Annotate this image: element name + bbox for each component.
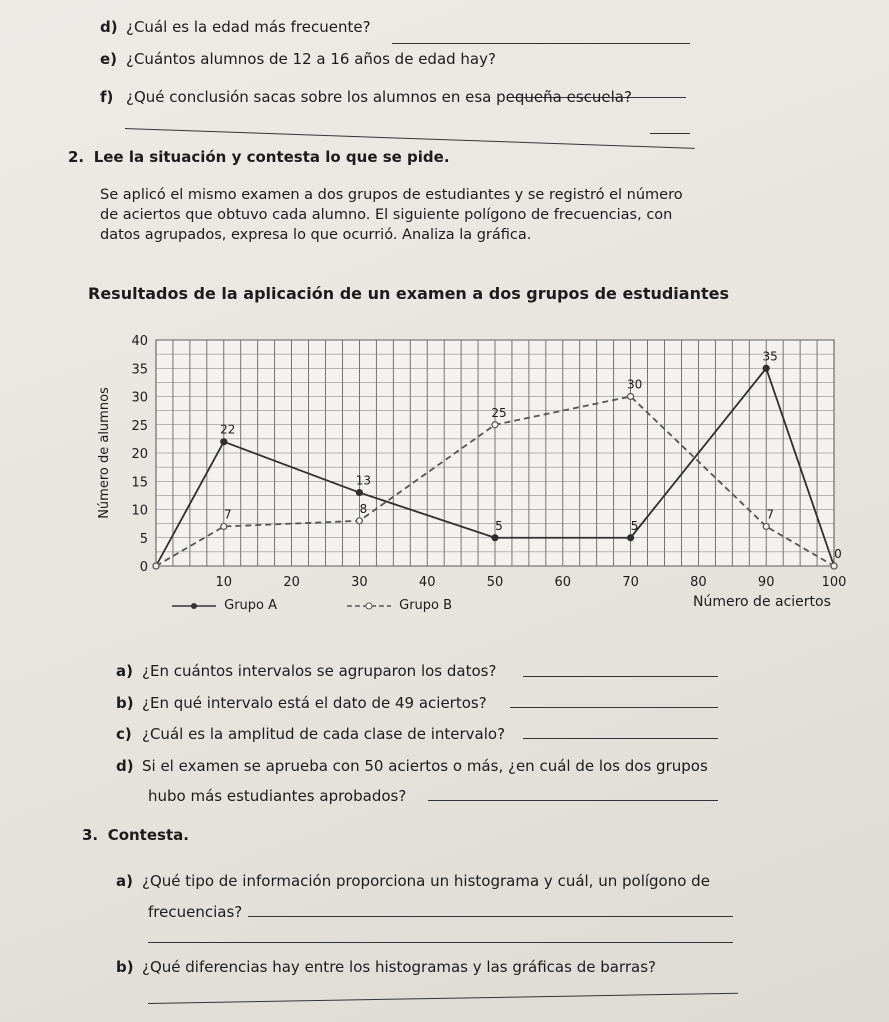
answer-line-f[interactable] xyxy=(125,128,695,149)
data-label: 5 xyxy=(495,518,503,533)
y-tick-label: 10 xyxy=(131,503,148,519)
question-a: a) ¿En cuántos intervalos se agruparon los datos? xyxy=(116,662,497,680)
answer-line-3a-1[interactable] xyxy=(248,916,733,917)
question-e: e) ¿Cuántos alumnos de 12 a 16 años de edad hay? xyxy=(100,50,496,68)
question-c: c) ¿Cuál es la amplitud de cada clase de intervalo? xyxy=(116,725,506,743)
data-point-group-a xyxy=(492,535,498,541)
situation-line-2: de aciertos que obtuvo cada alumno. El siguiente polígono de frecuencias, con xyxy=(100,207,673,223)
x-tick-label: 20 xyxy=(283,575,300,590)
x-tick-label: 80 xyxy=(690,575,707,590)
answer-line-b[interactable] xyxy=(510,707,718,708)
data-point-group-b xyxy=(831,563,837,569)
answer-line-a[interactable] xyxy=(523,676,718,677)
data-label: 22 xyxy=(220,422,236,437)
y-axis-label: Número de alumnos xyxy=(97,387,112,519)
question-d: d) ¿Cuál es la edad más frecuente? xyxy=(100,18,371,36)
question-3a: a) ¿Qué tipo de información proporciona un histograma y cuál, un polígono de xyxy=(116,872,710,890)
data-point-group-a xyxy=(356,490,362,496)
data-point-group-a xyxy=(221,439,227,445)
data-point-group-a xyxy=(763,365,769,371)
question-d2-continued: hubo más estudiantes aprobados? xyxy=(148,787,407,805)
legend-group-b: Grupo B xyxy=(345,598,452,613)
data-label: 30 xyxy=(626,377,643,392)
question-d2: d) Si el examen se aprueba con 50 aciertos o más, ¿en cuál de los dos grupos xyxy=(116,757,708,775)
x-tick-label: 90 xyxy=(757,575,775,590)
answer-line-3b[interactable] xyxy=(148,993,738,1004)
answer-line-d2[interactable] xyxy=(428,800,718,801)
question-3a-continued: frecuencias? xyxy=(148,903,243,921)
x-tick-label: 60 xyxy=(554,575,572,590)
x-tick-label: 100 xyxy=(821,575,847,590)
x-tick-label: 40 xyxy=(418,575,436,590)
data-label: 8 xyxy=(359,501,368,516)
data-point-group-b xyxy=(492,422,498,428)
data-label: 13 xyxy=(355,473,372,488)
answer-line-3a-2[interactable] xyxy=(148,942,733,943)
data-point-group-b xyxy=(628,394,634,400)
y-tick-label: 25 xyxy=(131,418,148,434)
data-label: 25 xyxy=(491,405,507,420)
data-label: 0 xyxy=(834,547,842,561)
y-tick-label: 5 xyxy=(139,531,148,547)
y-tick-label: 0 xyxy=(139,560,148,575)
x-axis-label: Número de aciertos xyxy=(693,594,831,610)
data-point-group-a xyxy=(628,535,634,541)
x-tick-label: 70 xyxy=(622,575,639,590)
x-tick-label: 10 xyxy=(215,575,233,590)
data-label: 7 xyxy=(766,507,775,522)
data-point-group-b xyxy=(221,523,227,529)
answer-line-f-end[interactable] xyxy=(650,133,690,134)
legend-group-b-marker xyxy=(345,600,395,612)
data-point-group-b xyxy=(153,563,159,569)
data-point-group-b xyxy=(356,518,362,524)
question-f: f) ¿Qué conclusión sacas sobre los alumnos en esa pequeña escuela? xyxy=(100,88,632,106)
y-tick-label: 40 xyxy=(131,334,148,349)
answer-line-d[interactable] xyxy=(392,43,690,44)
situation-line-3: datos agrupados, expresa lo que ocurrió. Analiza la gráfica. xyxy=(100,227,532,243)
y-tick-label: 30 xyxy=(131,390,148,406)
question-b: b) ¿En qué intervalo está el dato de 49 aciertos? xyxy=(116,694,487,712)
section-3-heading: 3. Contesta. xyxy=(82,826,189,844)
chart-title: Resultados de la aplicación de un examen a dos grupos de estudiantes xyxy=(88,284,729,303)
y-tick-label: 15 xyxy=(131,475,148,491)
legend-group-a: Grupo A xyxy=(170,598,277,613)
question-3b: b) ¿Qué diferencias hay entre los histogramas y las gráficas de barras? xyxy=(116,958,656,976)
x-tick-label: 30 xyxy=(351,575,368,590)
data-label: 7 xyxy=(223,507,232,522)
data-point-group-b xyxy=(763,523,769,529)
x-tick-label: 50 xyxy=(486,575,504,590)
section-2-heading: 2. Lee la situación y contesta lo que se pide. xyxy=(68,148,450,166)
situation-line-1: Se aplicó el mismo examen a dos grupos de estudiantes y se registró el número xyxy=(100,187,683,203)
y-tick-label: 35 xyxy=(131,362,148,378)
answer-line-c[interactable] xyxy=(523,738,718,739)
legend-group-a-marker xyxy=(170,600,220,612)
data-label: 5 xyxy=(630,518,639,533)
data-label: 35 xyxy=(762,349,778,364)
frequency-polygon-chart xyxy=(90,322,850,622)
y-tick-label: 20 xyxy=(131,447,148,462)
